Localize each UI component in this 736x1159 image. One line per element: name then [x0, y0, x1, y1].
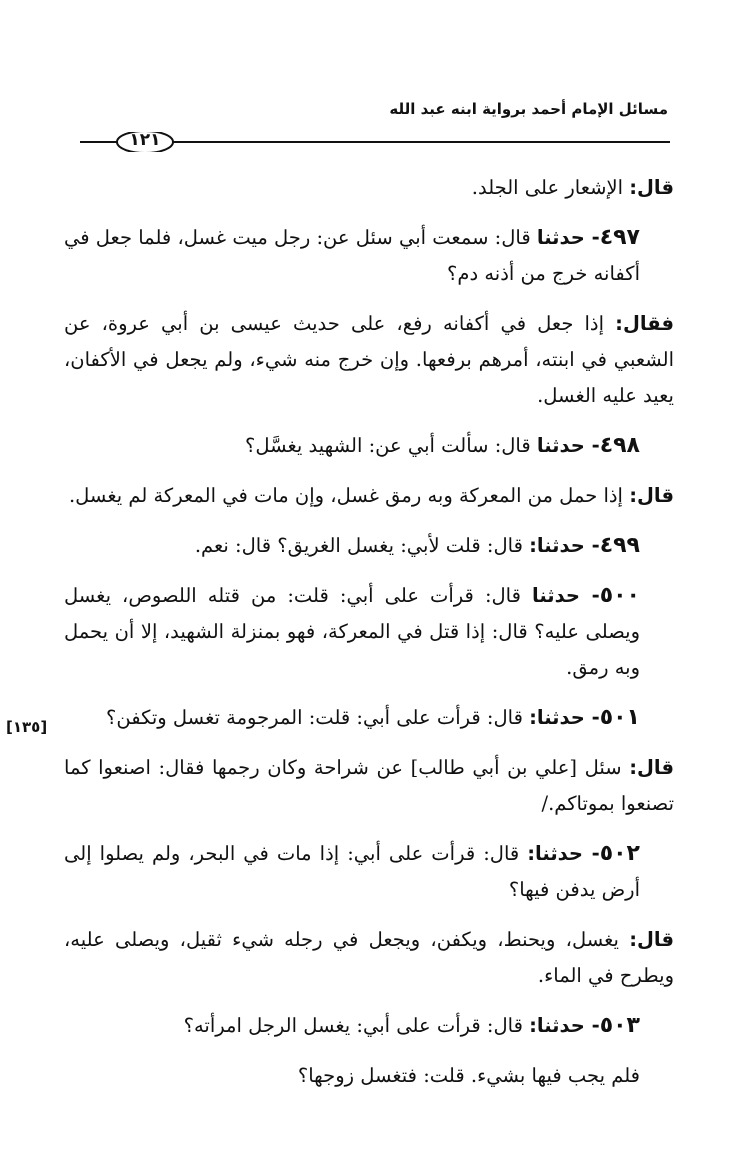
hadith-number: ٥٠٠ — [599, 583, 640, 608]
paragraph-text: قال: سمعت أبي سئل عن: رجل ميت غسل، فلما جعل في أكفانه خرج من أذنه دم؟ — [64, 226, 640, 285]
speaker-label: قال: — [629, 756, 674, 779]
paragraph-text: قال: قلت لأبي: يغسل الغريق؟ قال: نعم. — [194, 534, 530, 557]
paragraph-3 — [64, 306, 674, 414]
paragraph-text: يغسل، ويحنط، ويكفن، ويجعل في رجله شيء ثقيل، ويصلى عليه، ويطرح في الماء. — [64, 928, 674, 987]
paragraph-text: إذا جعل في أكفانه رفع، على حديث عيسى بن أبي عروة، عن الشعبي في ابنته، أمرهم برفعها. وإن خرج منه شيء، ولم يجعل في الأكفان، يعيد عليه الغسل. — [64, 312, 674, 407]
paragraph-text: سئل [علي بن أبي طالب] عن شراحة وكان رجمها فقال: اصنعوا كما تصنعوا بموتاكم./ — [64, 756, 674, 815]
paragraph-text: إذا حمل من المعركة وبه رمق غسل، وإن مات في المعركة لم يغسل. — [68, 484, 630, 507]
hadith-number: ٤٩٧ — [599, 225, 640, 250]
paragraph-10 — [64, 836, 674, 908]
narration-label: - حدثنا — [536, 226, 600, 249]
speaker-label: قال: — [629, 928, 674, 951]
paragraph-text: فلم يجب فيها بشيء. قلت: فتغسل زوجها؟ — [297, 1064, 640, 1087]
paragraph-text: قال: قرأت على أبي: قلت: المرجومة تغسل وتكفن؟ — [106, 706, 530, 729]
narration-label: - حدثنا: — [529, 1014, 600, 1037]
running-title: مسائل الإمام أحمد برواية ابنه عبد الله — [389, 100, 668, 118]
narration-label: - حدثنا: — [529, 534, 600, 557]
speaker-label: فقال: — [615, 312, 674, 335]
page-number: ١٢١ — [129, 130, 161, 150]
paragraph-9 — [64, 750, 674, 822]
paragraph-1 — [64, 170, 674, 206]
paragraph-4 — [64, 428, 674, 464]
paragraph-12 — [64, 1008, 674, 1044]
paragraph-text: قال: قرأت على أبي: قلت: من قتله اللصوص، يغسل ويصلى عليه؟ قال: إذا قتل في المعركة، فهو بمنزلة الشهيد، إلا أن يحمل وبه رمق. — [64, 584, 640, 679]
paragraph-2 — [64, 220, 674, 292]
margin-page-reference: [١٣٥] — [6, 718, 48, 736]
paragraph-8 — [64, 700, 674, 736]
main-text — [64, 170, 674, 1108]
paragraph-7 — [64, 578, 674, 686]
hadith-number: ٥٠٣ — [599, 1013, 640, 1038]
narration-label: - حدثنا — [536, 434, 600, 457]
hadith-number: ٥٠٢ — [599, 841, 640, 866]
hadith-number: ٤٩٨ — [599, 433, 640, 458]
paragraph-text: قال: قرأت على أبي: إذا مات في البحر، ولم يصلوا إلى أرض يدفن فيها؟ — [64, 842, 640, 901]
paragraph-11 — [64, 922, 674, 994]
narration-label: - حدثنا: — [527, 842, 600, 865]
paragraph-text: الإشعار على الجلد. — [471, 176, 630, 199]
paragraph-text: قال: سألت أبي عن: الشهيد يغسَّل؟ — [244, 434, 537, 457]
paragraph-text: قال: قرأت على أبي: يغسل الرجل امرأته؟ — [183, 1014, 530, 1037]
speaker-label: قال: — [629, 176, 674, 199]
paragraph-5 — [64, 478, 674, 514]
hadith-number: ٤٩٩ — [599, 533, 640, 558]
narration-label: - حدثنا: — [529, 706, 600, 729]
paragraph-6 — [64, 528, 674, 564]
paragraph-13 — [64, 1058, 674, 1094]
hadith-number: ٥٠١ — [599, 705, 640, 730]
speaker-label: قال: — [629, 484, 674, 507]
narration-label: - حدثنا — [532, 584, 600, 607]
